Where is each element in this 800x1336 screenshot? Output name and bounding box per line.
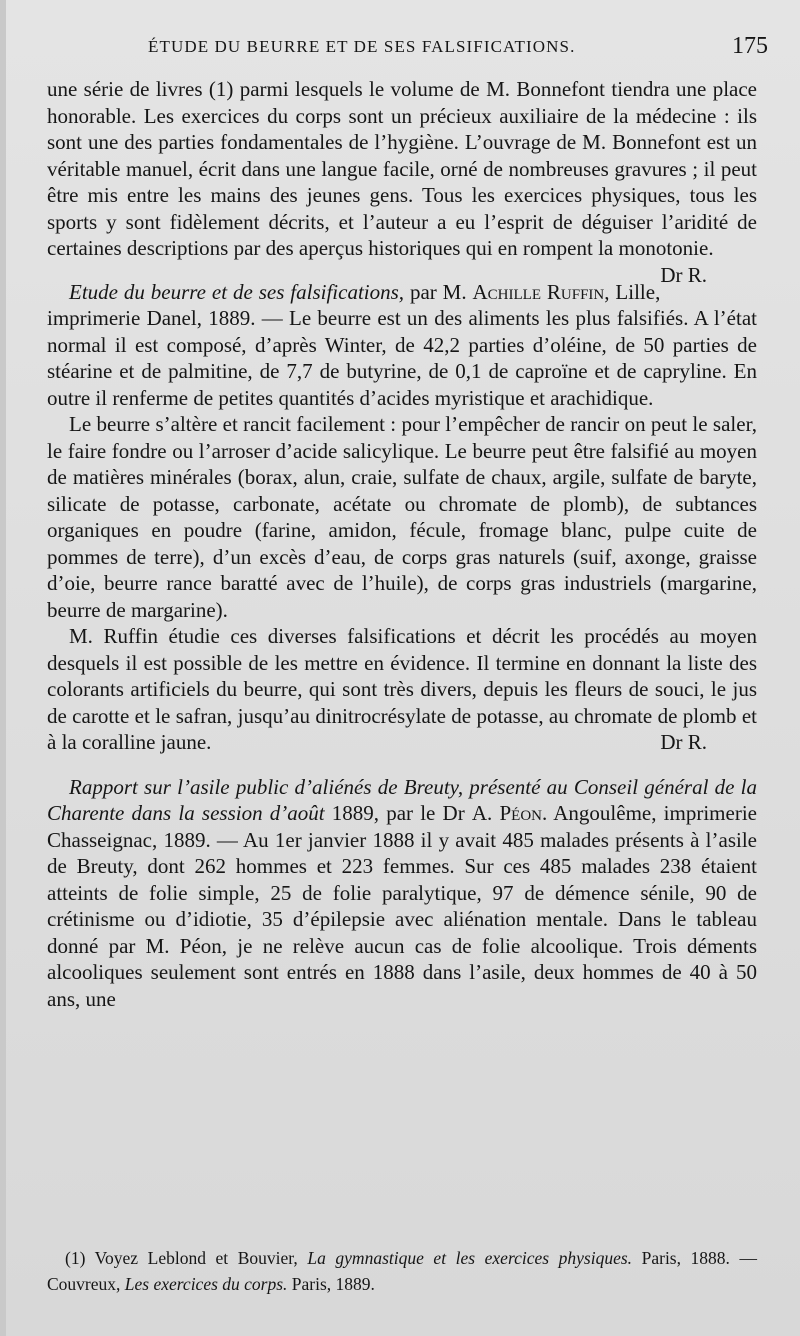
review-3-text (47, 774, 757, 1013)
running-head (0, 33, 800, 65)
running-title: ÉTUDE DU BEURRE ET DE SES FALSIFICATIONS. (148, 37, 576, 56)
footnote-1-mid: Paris, 1888. — Couvreux, (47, 1248, 758, 1294)
footnote-1-work-2: Les exercices du corps. (124, 1274, 288, 1294)
review-2-title: Etude du beurre et de ses falsifications, (69, 279, 405, 304)
review-2-intro (47, 279, 757, 412)
page-number: 175 (732, 33, 768, 59)
review-2-paragraph-3 (47, 623, 757, 756)
review-2-intro-text: , Lille, imprimerie Danel, 1889. — Le beurre est un des aliments les plus falsifiés. A l’état normal il est composé, d’après Winter, de 42,2 parties d’oléine, de 50 parties de stéarine et de palmitine, de 7,7 de butyrine, de 0,1 de caproïne et de capryline. En outre il renferme de petites quantités d’acides myristique et arachidique. (47, 279, 757, 410)
review-3-author: A. Péon (471, 801, 542, 825)
page-body (47, 76, 757, 1012)
review-2-paragraph-3-text: M. Ruffin étudie ces diverses falsifications et décrit les procédés au moyen desquels il est possible de les mettre en évidence. Il termine en donnant la liste des colorants artificiels du beurre, qui sont très divers, depuis les fleurs de souci, le jus de carotte et le safran, jusqu’au dinitrocrésylate de potasse, au chromate de plomb et à la coralline jaune. (47, 624, 757, 754)
review-2-by: par M. (404, 279, 473, 304)
review-1-body: une série de livres (1) parmi lesquels le volume de M. Bonnefont tiendra une place honorable. Les exercices du corps sont un précieux auxiliaire de la médecine : ils sont une des parties fondamentales de l’hygiène. L’ouvrage de M. Bonnefont est un véritable manuel, écrit dans une langue facile, orné de nombreuses gravures ; il peut être mis entre les mains des jeunes gens. Tous les exercices physiques, tous les sports y sont fidèlement décrits, et l’auteur a eu l’esprit de déguiser l’aridité de certaines descriptions par des aperçus historiques qui en rompent la monotonie. (47, 77, 757, 260)
footnote-1-marker: (1) Voyez Leblond et Bouvier, (65, 1248, 308, 1268)
footnote-1-work-1: La gymnastique et les exercices physiques. (307, 1248, 633, 1268)
footnotes (47, 1245, 757, 1297)
review-2-signature: Dr R. (660, 730, 707, 754)
review-2-author: Achille Ruffin (472, 279, 605, 304)
review-1-signature: Dr R. (660, 262, 707, 287)
footnote-1-end: Paris, 1889. (287, 1274, 375, 1294)
page-edge-shadow (0, 0, 6, 1336)
review-3-title: Rapport sur l’asile public d’aliénés de Breuty, présenté au Conseil général de la Charente dans la session d’août (47, 774, 757, 825)
footnote-1 (47, 1245, 757, 1297)
review-3-body: . Angoulême, imprimerie Chasseignac, 1889. — Au 1er janvier 1888 il y avait 485 malades présents à l’asile de Breuty, dont 262 hommes et 223 femmes. Sur ces 485 malades 238 étaient atteints de folie simple, 25 de folie paralytique, 97 de démence sénile, 90 de crétinisme ou d’idiotie, 35 d’épilepsie avec aliénation mentale. Dans le tableau donné par M. Péon, je ne relève aucun cas de folie alcoolique. Trois déments alcooliques seulement sont entrés en 1888 dans l’asile, deux hommes de 40 à 50 ans, une (47, 801, 757, 1011)
review-1-text (47, 76, 757, 287)
review-3-mid: 1889, par le Dr (324, 801, 472, 825)
review-2-paragraph-2: Le beurre s’altère et rancit facilement : pour l’empêcher de rancir on peut le saler, le faire fondre ou l’arroser d’acide salicylique. Le beurre peut être falsifié au moyen de matières minérales (borax, alun, craie, sulfate de chaux, argile, sulfate de baryte, silicate de potasse, carbonate, acétate ou chromate de plomb), de subtances organiques en poudre (farine, amidon, fécule, fromage blanc, pulpe cuite de pommes de terre), d’un excès d’eau, de corps gras naturels (suif, axonge, graisse d’oie, beurre rance baratté avec de l’huile), de corps gras industriels (margarine, beurre de margarine). (47, 412, 757, 622)
